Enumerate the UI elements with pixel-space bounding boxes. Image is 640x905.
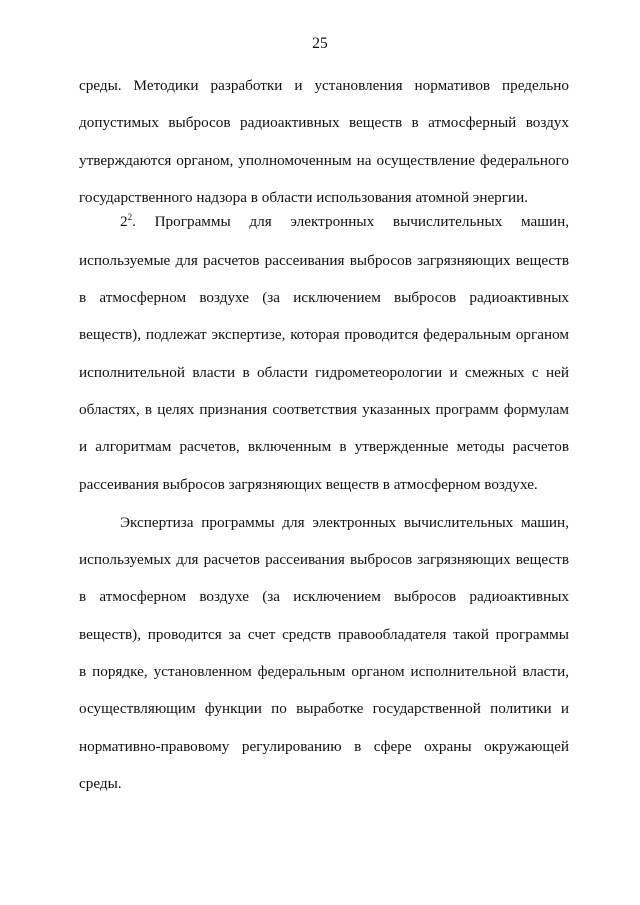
text-line: используемых для расчетов рассеивания выбросов загрязняющих веществ [79, 551, 569, 568]
paragraph-number: $2^2$ [120, 211, 133, 230]
text-line: используемые для расчетов рассеивания выбросов загрязняющих веществ [79, 252, 569, 269]
text-line: государственного надзора в области использования атомной энергии. [79, 189, 529, 206]
text-line: в атмосферном воздухе (за исключением выбросов радиоактивных [79, 289, 569, 306]
paragraph-first-line-text: . Программы для электронных вычислительных машин, [132, 213, 569, 230]
text-line: областях, в целях признания соответствия указанных программ формулам [79, 401, 569, 418]
text-line: исполнительной власти в области гидрометеорологии и смежных с ней [79, 364, 569, 381]
text-line: веществ), подлежат экспертизе, которая проводится федеральным органом [79, 326, 569, 343]
text-line: нормативно-правовому регулированию в сфере охраны окружающей [79, 738, 569, 755]
page-number: 25 [312, 35, 328, 52]
text-line: в атмосферном воздухе (за исключением выбросов радиоактивных [79, 588, 569, 605]
text-line: и алгоритмам расчетов, включенным в утвержденные методы расчетов [79, 438, 569, 455]
text-line: среды. [79, 775, 122, 792]
text-line: рассеивания выбросов загрязняющих веществ в атмосферном воздухе. [79, 476, 538, 493]
text-line: в порядке, установленном федеральным органом исполнительной власти, [79, 663, 569, 680]
text-line: осуществляющим функции по выработке государственной политики и [79, 700, 569, 717]
text-line: допустимых выбросов радиоактивных веществ в атмосферный воздух [79, 114, 569, 131]
paragraph-first-line [120, 212, 569, 232]
text-line: утверждаются органом, уполномоченным на осуществление федерального [79, 152, 569, 169]
text-line: Экспертиза программы для электронных вычислительных машин, [120, 514, 569, 531]
text-line: веществ), проводится за счет средств правообладателя такой программы [79, 626, 569, 643]
text-line: среды. Методики разработки и установления нормативов предельно [79, 77, 569, 94]
